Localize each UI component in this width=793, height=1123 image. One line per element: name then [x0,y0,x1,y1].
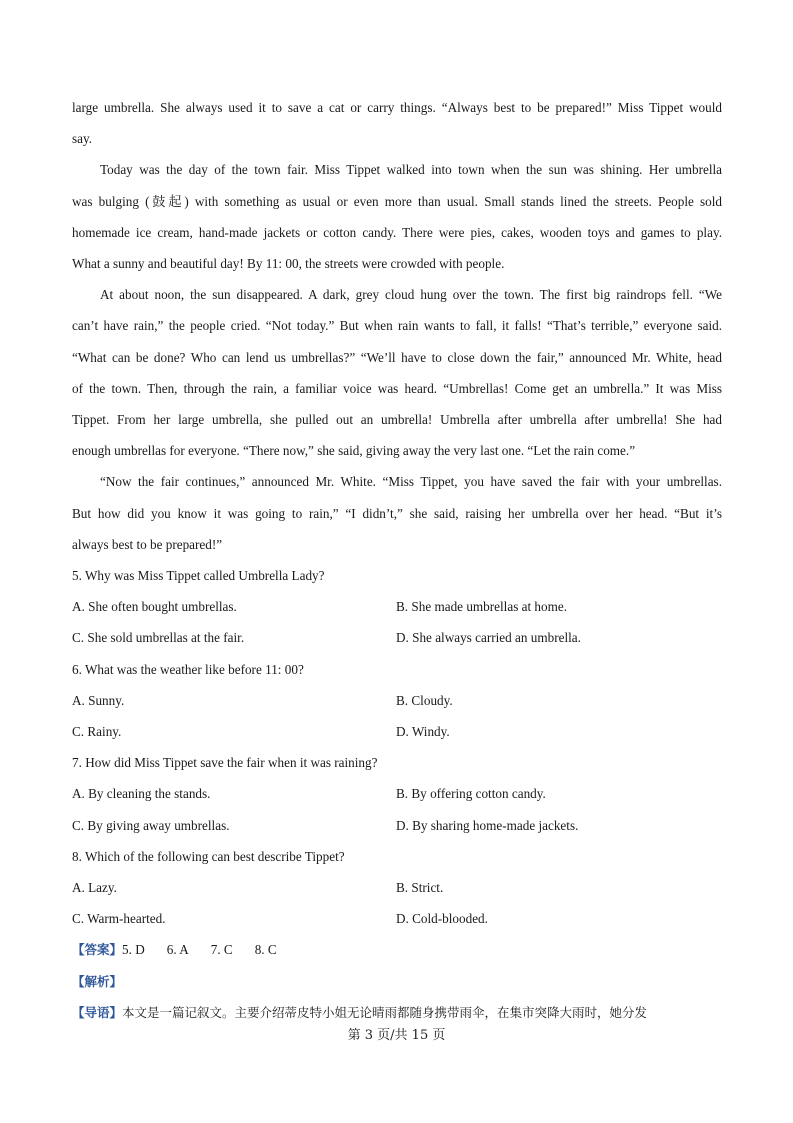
answer-line [72,934,722,965]
passage-line: At about noon, the sun disappeared. A dark, grey cloud hung over the town. The first big raindrops fell. “We [100,287,722,303]
option-b: B. Cloudy. [396,692,453,708]
passage-line: of the town. Then, through the rain, a familiar voice was heard. “Umbrellas! Come get an umbrella.” It was Miss [72,380,722,396]
page-footer: 第 3 页/共 15 页 [347,1028,446,1043]
answer-tag: 【答案】 [72,942,123,958]
option-a: A. By cleaning the stands. [72,786,211,802]
option-d: D. Cold-blooded. [396,911,488,927]
answer-item: 7. C [210,942,233,958]
question-stem: 7. How did Miss Tippet save the fair when it was raining? [72,755,378,771]
option-c: C. Rainy. [72,724,122,740]
document-page [72,92,722,1028]
passage-line: Today was the day of the town fair. Miss Tippet walked into town when the sun was shining. Her umbrella [100,162,722,178]
question-5 [72,560,722,654]
option-b: B. She made umbrellas at home. [396,599,568,615]
guide-text: 本文是一篇记叙文。主要介绍蒂皮特小姐无论晴雨都随身携带雨伞，在集市突降大雨时，她分发 [122,1004,648,1020]
option-b: B. By offering cotton candy. [396,786,546,802]
passage-line: Tippet. From her large umbrella, she pulled out an umbrella! Umbrella after umbrella after umbrella! She had [72,412,722,428]
passage-line: enough umbrellas for everyone. “There now,” she said, giving away the very last one. “Let the rain come.” [72,443,636,459]
option-c: C. She sold umbrellas at the fair. [72,630,245,646]
passage-line: “Now the fair continues,” announced Mr. White. “Miss Tippet, you have saved the fair with your umbrellas. [100,474,722,490]
option-c: C. By giving away umbrellas. [72,817,230,833]
question-stem: 8. Which of the following can best describe Tippet? [72,848,345,864]
passage-line: homemade ice cream, hand-made jackets or cotton candy. There were pies, cakes, wooden toys and games to play. [72,224,722,240]
passage-line: was bulging (鼓起) with something as usual or even more than usual. Small stands lined the streets. People sold [72,193,722,209]
analysis-tag: 【解析】 [72,973,123,989]
option-c: C. Warm-hearted. [72,911,166,927]
option-a: A. Sunny. [72,692,125,708]
question-stem: 5. Why was Miss Tippet called Umbrella Lady? [72,568,325,584]
passage-line: say. [72,131,93,147]
option-d: D. She always carried an umbrella. [396,630,581,646]
passage-line: What a sunny and beautiful day! By 11: 00, the streets were crowded with people. [72,256,505,272]
option-a: A. Lazy. [72,880,117,896]
analysis-line [72,966,722,997]
question-stem: 6. What was the weather like before 11: 00? [72,661,304,677]
option-d: D. By sharing home-made jackets. [396,817,579,833]
answer-item: 5. D [122,942,145,958]
passage-line: can’t have rain,” the people cried. “Not today.” But when rain wants to fall, it falls! “That’s terrible,” everyone said. [72,318,722,334]
option-b: B. Strict. [396,880,444,896]
question-6 [72,654,722,748]
passage-line: “What can be done? Who can lend us umbrellas?” “We’ll have to close down the fair,” announced Mr. White, head [72,349,722,365]
passage-line: But how did you know it was going to rain,” “I didn’t,” she said, raising her umbrella over her head. “But it’s [72,505,722,521]
question-8 [72,841,722,935]
option-d: D. Windy. [396,724,450,740]
answer-item: 8. C [254,942,277,958]
option-a: A. She often bought umbrellas. [72,599,237,615]
question-7 [72,747,722,841]
guide-tag: 【导语】 [72,1004,123,1020]
passage-line: large umbrella. She always used it to save a cat or carry things. “Always best to be prepared!” Miss Tippet would [72,100,722,115]
answer-item: 6. A [166,942,189,958]
passage-line: always best to be prepared!” [72,536,223,552]
